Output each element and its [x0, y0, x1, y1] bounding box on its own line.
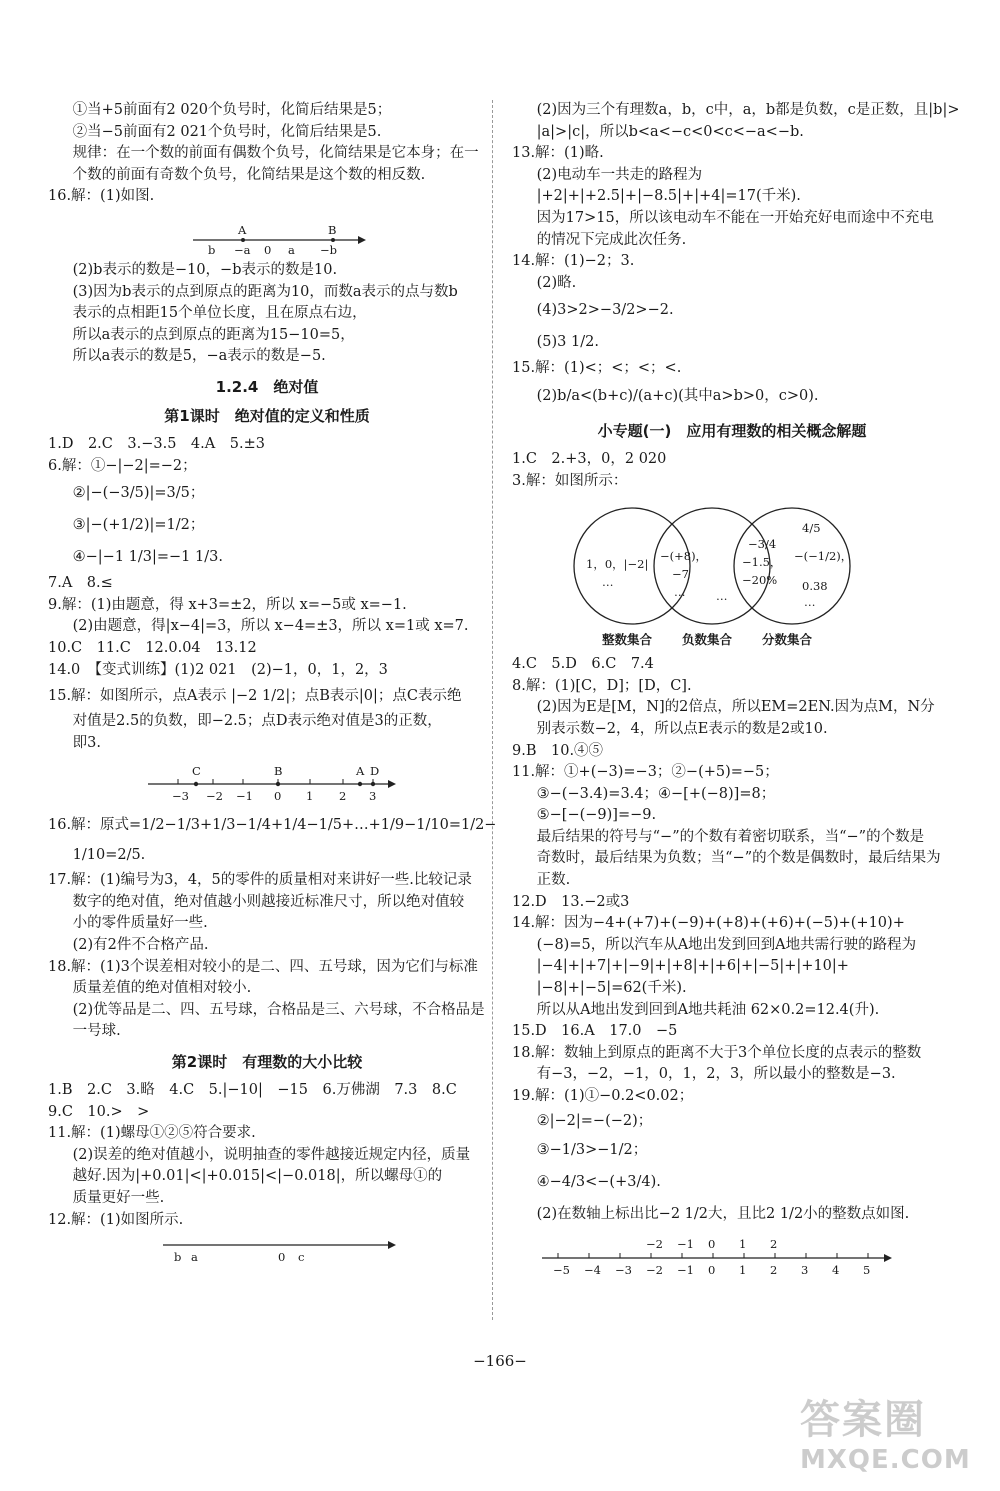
text-line: 14.0 【变式训练】(1)2 021 (2)−1，0，1，2，3: [48, 661, 388, 678]
lesson-heading: 第2课时 有理数的大小比较: [171, 1053, 363, 1072]
text-line: 9.C 10.> >: [48, 1103, 150, 1120]
text-line: 14.解：因为−4+(+7)+(−9)+(+8)+(+6)+(−5)+(+10)+: [512, 915, 905, 932]
answer-16: 16.解：(1)如图.: [48, 188, 155, 205]
tick-label: 3: [369, 789, 377, 804]
text-line: 15.D 16.A 17.0 −5: [512, 1023, 678, 1040]
text-line: 10.C 11.C 12.0.04 13.12: [48, 639, 257, 656]
text-line: 1.C 2.+3，0，2 020: [512, 450, 667, 467]
text-line: |a|>|c|，所以b<a<−c<0<c<−a<−b.: [536, 123, 804, 140]
label-b: b: [208, 242, 216, 254]
label-point-B: B: [328, 222, 337, 237]
tick-label: −5: [553, 1262, 570, 1277]
text-line: 1.B 2.C 3.略 4.C 5.|−10| −15 6.万佛湖 7.3 8.C: [48, 1082, 457, 1099]
venn-diagram: [512, 498, 952, 648]
marked-integer-label: −1: [677, 1236, 694, 1251]
venn-label-fractions: 分数集合: [762, 632, 813, 648]
text-line: ②|−2|=−(−2)；: [536, 1112, 653, 1129]
text-line: (2)b表示的数是−10，−b表示的数是10.: [72, 261, 338, 278]
venn-dots: …: [716, 589, 728, 604]
text-line: 17.解：(1)编号为3，4，5的零件的质量相对来讲好一些.比较记录: [48, 872, 472, 889]
venn-neg-frac-3: −20%: [742, 573, 778, 588]
topic-heading: 小专题(一) 应用有理数的相关概念解题: [597, 421, 867, 440]
venn-label-negatives: 负数集合: [682, 632, 733, 648]
text-line: (2)优等品是二、四、五号球，合格品是三、六号球，不合格品是: [72, 1001, 485, 1018]
tick-label: 1: [306, 789, 314, 804]
text-line: 规律：在一个数的前面有偶数个负号，化简结果是它本身；在一: [72, 145, 479, 162]
page-number: −166−: [473, 1352, 527, 1370]
venn-label-integers: 整数集合: [602, 632, 653, 648]
tick-label: 0: [274, 789, 282, 804]
number-line-figure-19: [512, 1236, 952, 1280]
label-c: c: [298, 1250, 305, 1265]
text-line: 所以从A地出发到回到A地共耗油 62×0.2=12.4(升).: [536, 1001, 880, 1018]
tick-label: 4: [832, 1262, 840, 1277]
tick-label: −3: [615, 1262, 632, 1277]
text-line: 最后结果的符号与“−”的个数有着密切联系，当“−”的个数是: [536, 828, 925, 845]
text-line: 越好.因为|+0.01|<|+0.015|<|−0.018|，所以螺母①的: [72, 1168, 443, 1185]
label-point-D: D: [370, 764, 380, 779]
text-line: 即3.: [72, 734, 101, 751]
text-line: 质量更好一些.: [72, 1190, 165, 1206]
text-line: 16.解：原式=1/2−1/3+1/3−1/4+1/4−1/5+…+1/9−1/10=1/2−: [48, 817, 497, 834]
venn-int-neg: −(+8)，: [660, 549, 708, 564]
text-line: 11.解：(1)螺母①②⑤符合要求.: [48, 1125, 256, 1142]
watermark-url: MXQE.COM: [800, 1445, 971, 1475]
tick-label: 2: [770, 1262, 778, 1277]
number-line-figure-16: [48, 214, 486, 254]
tick-label: 2: [339, 789, 347, 804]
text-line: 12.解：(1)如图所示.: [48, 1211, 184, 1228]
text-line: 18.解：数轴上到原点的距离不大于3个单位长度的点表示的整数: [512, 1044, 922, 1061]
text-line: 4.C 5.D 6.C 7.4: [512, 656, 654, 673]
tick-label: 1: [739, 1262, 747, 1277]
text-line: 15.解：(1)<；<；<；<.: [512, 360, 682, 377]
label-point-B: B: [274, 764, 283, 779]
right-column: [512, 100, 960, 1286]
text-line: (−8)=5，所以汽车从A地出发到回到A地共需行驶的路程为: [536, 936, 917, 953]
text-line: 数字的绝对值，绝对值越小则越接近标准尺寸，所以绝对值较: [72, 893, 465, 910]
text-line: 质量差值的绝对值相对较小.: [72, 980, 252, 997]
text-line: (2)因为E是[M，N]的2倍点，所以EM=2EN.因为点M，N分: [536, 699, 935, 716]
tick-label: −1: [677, 1262, 694, 1277]
tick-label: −4: [584, 1262, 601, 1277]
label-neg-b: −b: [320, 242, 337, 254]
text-line: ③−1/3>−1/2；: [536, 1141, 648, 1158]
text-line: 9.B 10.④⑤: [512, 742, 604, 759]
text-line: 15.解：如图所示，点A表示 |−2 1/2|；点B表示|0|；点C表示绝: [48, 688, 462, 705]
venn-neg-frac-1: −3/4: [748, 537, 777, 552]
marked-integer-label: 0: [708, 1236, 716, 1251]
label-neg-a: −a: [234, 242, 251, 254]
text-line: 个数的前面有奇数个负号，化简结果是这个数的相反数.: [72, 166, 426, 183]
text-line: ④−|−1 1/3|=−1 1/3.: [72, 549, 223, 566]
text-line: |−4|+|+7|+|−9|+|+8|+|+6|+|−5|+|+10|+: [536, 958, 849, 975]
text-line: 18.解：(1)3个误差相对较小的是二、四、五号球，因为它们与标准: [48, 958, 478, 975]
label-point-A: A: [238, 222, 247, 237]
text-line: 的情况下完成此次任务.: [536, 231, 687, 248]
label-a: a: [191, 1250, 198, 1265]
number-line-figure-15: [48, 760, 486, 804]
text-line: 所以a表示的数是5，−a表示的数是−5.: [72, 348, 326, 365]
text-line: (2)在数轴上标出比−2 1/2大，且比2 1/2小的整数点如图.: [536, 1205, 910, 1222]
text-line: (3)因为b表示的点到原点的距离为10，而数a表示的点与数b: [72, 283, 458, 300]
venn-dots: …: [804, 595, 816, 610]
label-point-A: A: [356, 764, 365, 779]
text-line: 13.解：(1)略.: [512, 145, 604, 162]
tick-label: −3: [172, 789, 189, 804]
text-line: ③−(−3.4)=3.4；④−[+(−8)]=8；: [536, 785, 776, 802]
venn-frac-2: −(−1/2)，: [794, 549, 853, 564]
text-line: |+2|+|+2.5|+|−8.5|+|+4|=17(千米).: [536, 188, 801, 205]
text-line: 14.解：(1)−2；3.: [512, 253, 635, 270]
tick-label: −1: [236, 789, 253, 804]
marked-integer-label: −2: [646, 1236, 663, 1251]
text-line: ③|−(+1/2)|=1/2；: [72, 517, 205, 534]
label-b: b: [174, 1250, 182, 1265]
text-line: 因为17>15，所以该电动车不能在一开始充好电而途中不充电: [536, 209, 934, 226]
label-a: a: [288, 242, 295, 254]
text-line: 有−3，−2，−1，0，1，2，3，所以最小的整数是−3.: [536, 1066, 896, 1083]
label-zero: 0: [278, 1250, 286, 1265]
text-line: 小的零件质量好一些.: [72, 915, 208, 932]
venn-integers: 1，0，|−2|: [586, 557, 649, 572]
column-divider: [492, 100, 493, 1320]
marked-integer-label: 2: [770, 1236, 778, 1251]
number-line-figure-12: [48, 1237, 486, 1265]
venn-dots: …: [602, 575, 614, 590]
lesson-heading: 第1课时 绝对值的定义和性质: [164, 406, 370, 425]
text-line: (2)因为三个有理数a，b，c中，a，b都是负数，c是正数，且|b|>: [536, 102, 960, 118]
watermark-title: 答案圈: [800, 1397, 926, 1443]
text-line: (2)误差的绝对值越小，说明抽查的零件越接近规定内径，质量: [72, 1146, 471, 1163]
text-line: (2)电动车一共走的路程为: [536, 166, 703, 183]
text-line: (2)由题意，得|x−4|=3，所以 x−4=±3，所以 x=1或 x=7.: [72, 618, 469, 635]
text-line: 别表示数−2，4，所以点E表示的数是2或10.: [536, 720, 828, 737]
marked-integer-label: 1: [739, 1236, 747, 1251]
tick-label: 3: [801, 1262, 809, 1277]
text-line: 1.D 2.C 3.−3.5 4.A 5.±3: [48, 435, 265, 452]
text-line: 9.解：(1)由题意，得 x+3=±2，所以 x=−5或 x=−1.: [48, 596, 407, 613]
text-line: 所以a表示的点到原点的距离为15−10=5，: [72, 326, 355, 343]
text-line: 3.解：如图所示：: [512, 472, 628, 489]
text-line: 奇数时，最后结果为负数；当“−”的个数是偶数时，最后结果为: [536, 850, 941, 867]
text-line: (2)略.: [536, 274, 577, 291]
text-line: (2)b/a<(b+c)/(a+c)(其中a>b>0，c>0).: [536, 387, 819, 404]
text-line: 表示的点相距15个单位长度，且在原点右边，: [72, 305, 367, 322]
text-line: ①当+5前面有2 020个负号时，化简后结果是5；: [72, 102, 392, 118]
venn-dots: …: [674, 585, 686, 600]
text-line: (2)有2件不合格产品.: [72, 937, 209, 954]
text-line: 一号球.: [72, 1023, 121, 1040]
text-line: (4)3>2>−3/2>−2.: [536, 302, 674, 319]
text-line: 对值是2.5的负数，即−2.5；点D表示绝对值是3的正数，: [72, 713, 442, 730]
left-column: [48, 100, 497, 1271]
text-line: (5)3 1/2.: [536, 334, 599, 351]
text-line: |−8|+|−5|=62(千米).: [536, 980, 687, 997]
text-line: 8.解：(1)[C，D]；[D，C].: [512, 677, 692, 694]
text-line: 12.D 13.−2或3: [512, 893, 630, 910]
tick-label: 5: [863, 1262, 871, 1277]
tick-label: −2: [646, 1262, 663, 1277]
tick-label: 0: [708, 1262, 716, 1277]
text-line: 正数.: [536, 872, 571, 889]
venn-neg-frac-2: −1.5，: [742, 555, 782, 570]
watermark-logo: [800, 1388, 970, 1473]
text-line: ②当−5前面有2 021个负号时，化简后结果是5.: [72, 123, 382, 140]
label-point-C: C: [192, 764, 201, 779]
venn-int-neg-2: −7: [672, 567, 689, 582]
text-line: ④−4/3<−(+3/4).: [536, 1173, 661, 1190]
text-line: 1/10=2/5.: [72, 847, 146, 864]
tick-label: −2: [206, 789, 223, 804]
text-line: 6.解：①−|−2|=−2；: [48, 457, 197, 474]
venn-frac-1: 4/5: [802, 521, 821, 536]
text-line: ②|−(−3/5)|=3/5；: [72, 485, 205, 502]
section-heading: 1.2.4 绝对值: [215, 377, 319, 396]
label-zero: 0: [264, 242, 272, 254]
text-line: 11.解：①+(−3)=−3；②−(+5)=−5；: [512, 764, 779, 781]
venn-frac-3: 0.38: [802, 579, 828, 594]
text-line: 19.解：(1)①−0.2<0.02；: [512, 1088, 694, 1104]
text-line: 7.A 8.≤: [48, 575, 113, 592]
text-line: ⑤−[−(−9)]=−9.: [536, 807, 657, 824]
